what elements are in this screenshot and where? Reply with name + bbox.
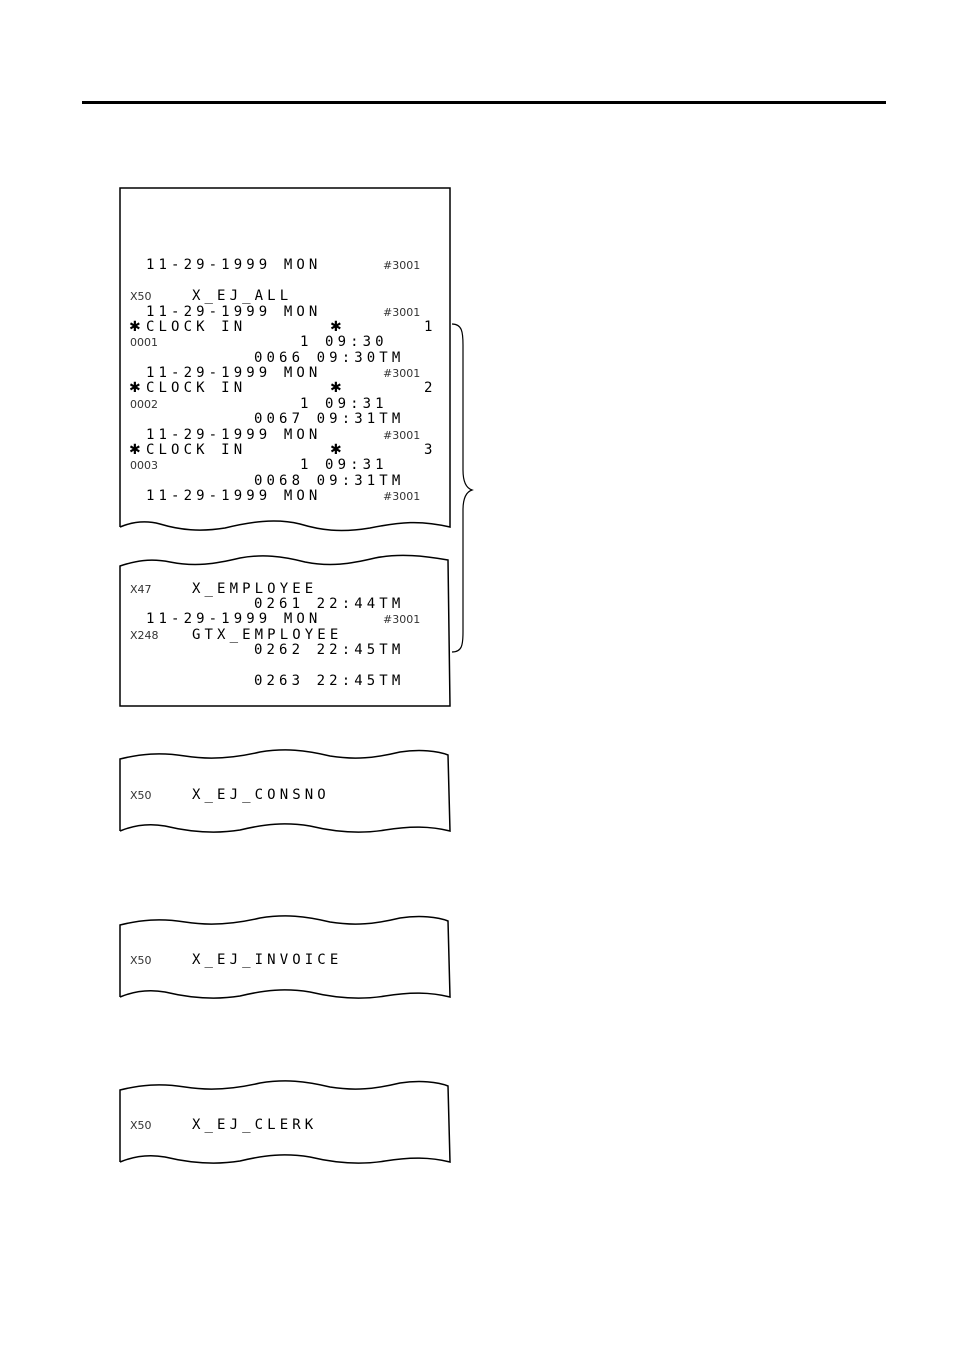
employee-code: 0003 — [130, 459, 158, 472]
receipt-register: #3001 — [383, 613, 421, 626]
entry-label: CLOCK IN — [146, 442, 247, 458]
report-code: X50 — [130, 1119, 152, 1132]
report-code: X47 — [130, 583, 152, 596]
entry-number: 1 — [424, 319, 437, 335]
receipt-footer-date: 11-29-1999 MON — [146, 488, 322, 504]
report-name: X_EJ_CLERK — [192, 1117, 318, 1133]
report-code: X50 — [130, 954, 152, 967]
entry-register: #3001 — [383, 367, 421, 380]
entry-consecutive-time: 0068 09:31TM — [254, 473, 405, 489]
entry-date: 11-29-1999 MON — [146, 304, 322, 320]
entry-qty-time: 1 09:31 — [300, 457, 388, 473]
entry-number: 3 — [424, 442, 437, 458]
report-name: X_EJ_INVOICE — [192, 952, 343, 968]
entry-date: 11-29-1999 MON — [146, 427, 322, 443]
consecutive-time: 0263 22:45TM — [254, 673, 405, 689]
report-name: X_EJ_ALL — [192, 288, 293, 304]
receipt-header-date: 11-29-1999 MON — [146, 257, 322, 273]
asterisk-icon: ✱ — [330, 319, 342, 335]
employee-code: 0002 — [130, 398, 158, 411]
report-code: X248 — [130, 629, 159, 642]
asterisk-icon: ✱ — [129, 442, 141, 458]
report-name: X_EJ_CONSNO — [192, 787, 330, 803]
entry-consecutive-time: 0066 09:30TM — [254, 350, 405, 366]
curly-brace-icon — [452, 324, 472, 652]
report-name: X_EMPLOYEE — [192, 581, 318, 597]
asterisk-icon: ✱ — [129, 319, 141, 335]
entry-qty-time: 1 09:31 — [300, 396, 388, 412]
receipt-date: 11-29-1999 MON — [146, 611, 322, 627]
asterisk-icon: ✱ — [129, 380, 141, 396]
report-name: GTX_EMPLOYEE — [192, 627, 343, 643]
asterisk-icon: ✱ — [330, 442, 342, 458]
entry-consecutive-time: 0067 09:31TM — [254, 411, 405, 427]
entry-qty-time: 1 09:30 — [300, 334, 388, 350]
entry-register: #3001 — [383, 429, 421, 442]
employee-code: 0001 — [130, 336, 158, 349]
consecutive-time: 0262 22:45TM — [254, 642, 405, 658]
asterisk-icon: ✱ — [330, 380, 342, 396]
entry-label: CLOCK IN — [146, 319, 247, 335]
receipt-footer-register: #3001 — [383, 490, 421, 503]
entry-label: CLOCK IN — [146, 380, 247, 396]
report-code: X50 — [130, 290, 152, 303]
entry-date: 11-29-1999 MON — [146, 365, 322, 381]
report-code: X50 — [130, 789, 152, 802]
receipt-header-register: #3001 — [383, 259, 421, 272]
consecutive-time: 0261 22:44TM — [254, 596, 405, 612]
entry-register: #3001 — [383, 306, 421, 319]
entry-number: 2 — [424, 380, 437, 396]
